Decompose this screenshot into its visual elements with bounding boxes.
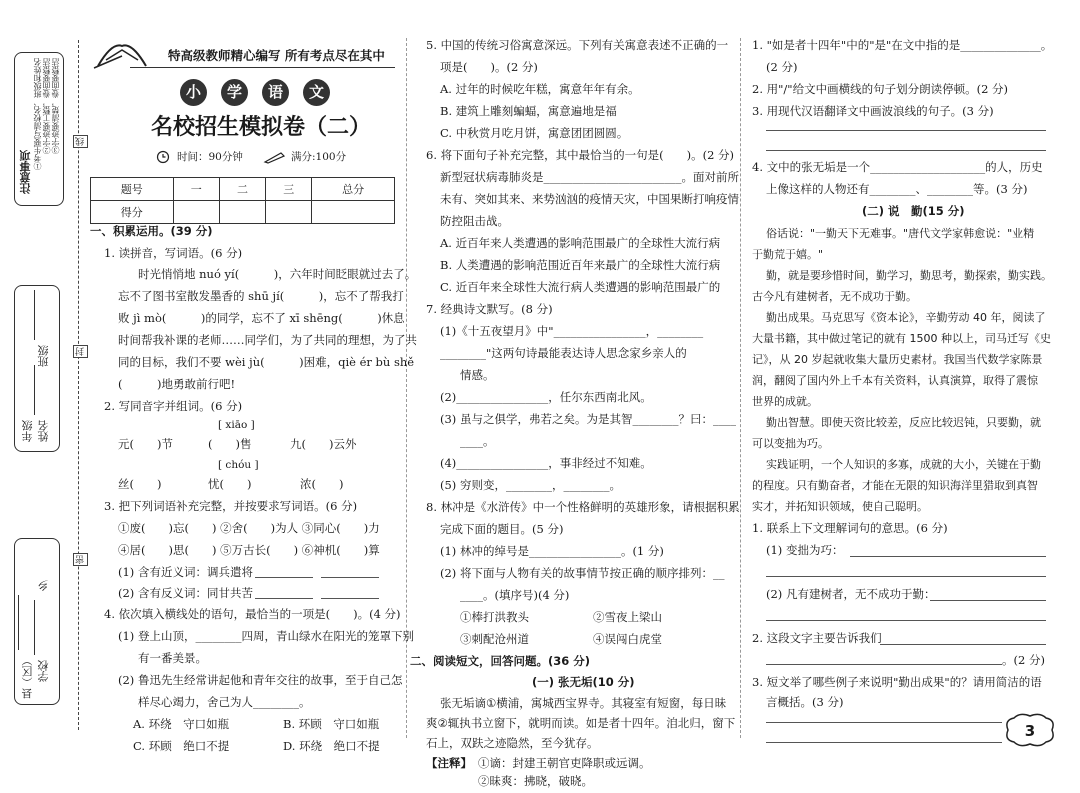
r2-q1-sub-1-answer-2[interactable] <box>766 576 1046 577</box>
exam-time: 时间：90分钟 <box>177 151 243 163</box>
reading-1-note-1: ①谪：封建王朝官吏降职或远调。 <box>478 756 651 770</box>
reading-1-note-2: ②昧爽：拂晓，破晓。 <box>478 774 593 788</box>
q3-sub-2-answer-1[interactable] <box>255 598 313 599</box>
q8-sub-1: (1) 林冲的绰号是________________。(1 分) <box>440 544 664 558</box>
r1-q1-points: (2 分) <box>766 60 798 74</box>
q2-pinyin-1: [ xiāo ] <box>218 419 255 431</box>
q3-prompt: 3. 把下列词语补充完整，并按要求写词语。(6 分) <box>104 499 358 513</box>
q1-line-6: ( )地勇敢前行吧! <box>118 377 236 391</box>
page-title: 名校招生模拟卷（二） <box>151 115 372 140</box>
grade-label: 年级 <box>21 420 34 442</box>
reading-2-para-5c: 实才，并拓知识领域，使自己聪明。 <box>752 500 928 513</box>
r2-q1-prompt: 1. 联系上下文理解词句的意思。(6 分) <box>752 521 948 535</box>
q7-line-8: (5) 穷则变，________，________。 <box>440 478 621 492</box>
page-number: 3 <box>1024 722 1036 740</box>
q4-line-3: (2) 鲁迅先生经常讲起他和青年交往的故事，至于自己怎 <box>118 673 403 687</box>
cut-mark-top: 线 <box>73 135 88 148</box>
name-label: 姓名 <box>37 420 50 442</box>
clock-icon <box>155 150 175 164</box>
q4-line-2: 有一番美景。 <box>138 651 207 665</box>
q6-option-b[interactable]: B. 人类遭遇的影响范围近百年来最广的全球性大流行病 <box>440 258 721 272</box>
q6-option-c[interactable]: C. 近百年来全球性大流行病人类遭遇的影响范围最广的 <box>440 280 721 294</box>
r1-q2-prompt: 2. 用"/"给文中画横线的句子划分朗读停顿。(2 分) <box>752 82 1009 96</box>
q5-line-2: 项是( )。(2 分) <box>440 60 538 74</box>
q2-item-a: 元( )节 <box>118 437 173 451</box>
name-line <box>34 365 35 415</box>
q3-line-1: ①废( )忘( ) ②舍( )为人 ③同心( )力 <box>118 521 380 535</box>
reading-2-para-5: 实践证明，一个人知识的多寡，成就的大小，关键在于勤 <box>766 458 1041 471</box>
q5-option-c[interactable]: C. 中秋赏月吃月饼，寓意团团圆圆。 <box>440 126 629 140</box>
score-header-1: 一 <box>173 178 219 201</box>
reading-2-para-2: 勤，就是要珍惜时间，勤学习，勤思考，勤探索，勤实践。 <box>766 269 1052 282</box>
score-row-label: 得分 <box>91 201 174 224</box>
full-score: 满分:100分 <box>291 151 347 163</box>
r2-q1-sub-2-answer-1[interactable] <box>930 600 1046 601</box>
reading-2-para-4: 勤出智慧。即使天资比较差，反应比较迟钝，只要勤，就 <box>766 416 1041 429</box>
q6-prompt: 6. 将下面句子补充完整，其中最恰当的一句是( )。(2 分) <box>426 148 735 162</box>
r2-q2-points: 。(2 分) <box>1002 653 1045 667</box>
page-number-badge <box>1002 712 1058 748</box>
r2-q1-sub-1-answer-1[interactable] <box>850 556 1046 557</box>
class-label: 班级 <box>37 345 50 367</box>
q8-line-2: 完成下面的题目。(5 分) <box>440 522 564 536</box>
r2-q1-sub-1: (1) 变拙为巧： <box>766 543 844 557</box>
q4-prompt: 4. 依次填入横线处的语句，最恰当的一项是( )。(4 分) <box>104 607 401 621</box>
q1-line-5: 同的目标，我们不要 wèi jù( )困难，qiè ér bù shě <box>118 355 415 369</box>
q1-line-1: 时光悄悄地 nuó yí( )，六年时间眨眼就过去了。 <box>138 267 417 281</box>
q7-line-6: ____。 <box>460 434 495 448</box>
reading-2-para-3e: 世界的成就。 <box>752 395 818 408</box>
q6-line-3: 防控阻击战。 <box>440 214 509 228</box>
r1-q1-prompt: 1. "如是者十四年"中的"是"在文中指的是______________。 <box>752 38 1053 52</box>
q4-option-b[interactable]: B. 环顾 守口如瓶 <box>283 717 380 731</box>
reading-2-para-3: 勤出成果。马克思写《资本论》，辛勤劳动 40 年，阅读了 <box>766 311 1046 324</box>
pen-icon <box>263 150 287 164</box>
score-header-3: 三 <box>266 178 312 201</box>
notice-item-3: ③字迹要清楚，卷面要整洁 <box>51 58 60 154</box>
header-rule <box>130 67 395 68</box>
q5-option-b[interactable]: B. 建筑上雕刻蝙蝠，寓意遍地是福 <box>440 104 617 118</box>
q8-sub-2b: ____。(填序号)(4 分) <box>460 588 570 602</box>
q5-option-a[interactable]: A. 过年的时候吃年糕，寓意年年有余。 <box>440 82 640 96</box>
q8-option-2: ②雪夜上梁山 <box>593 610 662 624</box>
q2-item-d: 丝( ) <box>118 477 162 491</box>
section-1-heading: 一、积累运用。(39 分) <box>90 224 213 238</box>
q3-line-2: ④居( )思( ) ⑤万古长( ) ⑥神机( )算 <box>118 543 380 557</box>
subject-badges <box>165 79 345 106</box>
score-cell-total[interactable] <box>312 201 395 224</box>
reading-1-para-1: 张无垢谪①横浦，寓城西宝界寺。其寝室有短窗，每日昧 <box>440 696 727 710</box>
q6-line-2: 未有、突如其来、来势汹汹的疫情天灾，中国果断打响疫情 <box>440 192 739 206</box>
cut-mark-mid: 封 <box>73 345 88 358</box>
q3-sub-1-answer-2[interactable] <box>321 577 379 578</box>
score-cell-2[interactable] <box>219 201 265 224</box>
cut-mark-bot: 密 <box>73 553 88 566</box>
q3-sub-2: (2) 含有反义词：同甘共苦 <box>118 586 253 600</box>
reading-2-para-3b: 大量书籍，其中做过笔记的就有 1500 种以上，司马迁写《史 <box>752 332 1051 345</box>
subject-char-3: 语 <box>262 79 289 106</box>
score-cell-1[interactable] <box>173 201 219 224</box>
r1-q4-prompt: 4. 文中的张无垢是一个____________________的人，历史 <box>752 160 1043 174</box>
r2-q2-answer-1[interactable] <box>880 644 1046 645</box>
q8-prompt: 8. 林冲是《水浒传》中一个性格鲜明的英雄形象，请根据积累 <box>426 500 740 514</box>
q7-line-7: (4)________________，事非经过不知难。 <box>440 456 652 470</box>
reading-2-title: (二) 说 勤(15 分) <box>862 204 965 218</box>
class-line <box>34 290 35 340</box>
subject-char-4: 文 <box>303 79 330 106</box>
r2-q3-answer-line-2[interactable] <box>766 742 1002 743</box>
reading-1-note-label: 【注释】 <box>426 756 472 770</box>
q4-option-c[interactable]: C. 环顾 绝口不提 <box>133 739 230 753</box>
notice-item-1: ①考生要写清校名、班级和姓名 <box>33 58 42 170</box>
r2-q2-answer-2[interactable] <box>766 664 1002 665</box>
reading-1-para-3: 石上，双趺之迹隐然，至今犹存。 <box>426 736 599 750</box>
q2-prompt: 2. 写同音字并组词。(6 分) <box>104 399 243 413</box>
r1-q3-prompt: 3. 用现代汉语翻译文中画波浪线的句子。(3 分) <box>752 104 994 118</box>
notice-title: 注意事项 <box>19 150 32 194</box>
reading-2-para-2b: 古今凡有建树者，无不成功于勤。 <box>752 290 917 303</box>
q4-line-4: 样尽心竭力，舍己为人________。 <box>138 695 311 709</box>
county-line <box>18 595 19 650</box>
r2-q3-answer-line-1[interactable] <box>766 722 1002 723</box>
county-label: 县（区） <box>21 655 34 699</box>
score-header-qno: 题号 <box>91 178 174 201</box>
sidebar <box>0 0 86 793</box>
q1-line-2: 忘不了图书室散发墨香的 shū jí( )，忘不了帮我打 <box>118 289 404 303</box>
header-slogan: 特高级教师精心编写 所有考点尽在其中 <box>168 48 385 63</box>
q3-sub-1: (1) 含有近义词：调兵遣将 <box>118 565 253 579</box>
reading-1-para-2: 爽②辄执书立窗下，就明而读。如是者十四年。洎北归，窗下 <box>426 716 736 730</box>
r2-q1-sub-2-answer-2[interactable] <box>766 620 1046 621</box>
q4-line-1: (1) 登上山顶，________四周，青山绿水在阳光的笼罩下别 <box>118 629 414 643</box>
reading-2-para-1: 俗话说："一勤天下无难事。"唐代文学家韩愈说："业精 <box>766 227 1035 240</box>
reading-1-title: (一) 张无垢(10 分) <box>532 675 635 689</box>
r1-q3-answer-line-2[interactable] <box>766 150 1046 151</box>
q7-line-3: 情感。 <box>460 368 495 382</box>
q2-item-f: 浓( ) <box>300 477 344 491</box>
q8-option-4: ④误闯白虎堂 <box>593 632 662 646</box>
q2-item-e: 忧( ) <box>208 477 252 491</box>
r2-q2-prompt: 2. 这段文字主要告诉我们 <box>752 631 882 645</box>
school-label: 学校 <box>37 660 50 682</box>
q7-line-1: (1)《十五夜望月》中"________________，________ <box>440 324 704 338</box>
q1-line-4: 时间帮我补课的老师……同学们，为了共同的理想，为了共 <box>118 333 417 347</box>
q1-prompt: 1. 读拼音，写词语。(6 分) <box>104 246 243 260</box>
score-header-2: 二 <box>219 178 265 201</box>
reading-2-para-3c: 记》，从 20 岁起就收集大量历史素材。我国当代数学家陈景 <box>752 353 1043 366</box>
r2-q3-line-2: 言概括。(3 分) <box>766 695 844 709</box>
r1-q3-answer-line-1[interactable] <box>766 130 1046 131</box>
subject-char-2: 学 <box>221 79 248 106</box>
q4-option-d[interactable]: D. 环绕 绝口不提 <box>283 739 380 753</box>
reading-2-para-3d: 润，翻阅了国内外上千本有关资料，认真演算，取得了震惊 <box>752 374 1038 387</box>
township-label: 乡 <box>37 580 50 591</box>
q7-line-4: (2)________________，任尔东西南北风。 <box>440 390 652 404</box>
q2-pinyin-2: [ chóu ] <box>218 459 259 471</box>
reading-2-para-1b: 于勤荒于嬉。" <box>752 248 824 261</box>
column-divider-2 <box>740 38 741 738</box>
reading-2-para-4b: 可以变拙为巧。 <box>752 437 829 450</box>
q7-prompt: 7. 经典诗文默写。(8 分) <box>426 302 553 316</box>
score-cell-3[interactable] <box>266 201 312 224</box>
r1-q4-line-2: 上像这样的人物还有________、________等。(3 分) <box>766 182 1028 196</box>
q6-option-a[interactable]: A. 近百年来人类遭遇的影响范围最广的全球性大流行病 <box>440 236 721 250</box>
score-table <box>90 177 395 224</box>
q3-sub-2-answer-2[interactable] <box>321 598 379 599</box>
q8-sub-2: (2) 将下面与人物有关的故事情节按正确的顺序排列：__ <box>440 566 725 580</box>
q8-option-3: ③刺配沧州道 <box>460 632 529 646</box>
r2-q3-prompt: 3. 短文举了哪些例子来说明"勤出成果"的？请用简洁的语 <box>752 675 1042 689</box>
notice-item-2: ②字迹要工整，卷面要整洁 <box>42 58 51 154</box>
q5-prompt: 5. 中国的传统习俗寓意深远。下列有关寓意表述不正确的一 <box>426 38 729 52</box>
school-line <box>34 600 35 655</box>
q7-line-2: ________"这两句诗最能表达诗人思念家乡亲人的 <box>440 346 687 360</box>
q6-line-1: 新型冠状病毒肺炎是________________________。面对前所 <box>440 170 739 184</box>
q8-option-1: ①棒打洪教头 <box>460 610 529 624</box>
score-header-total: 总分 <box>312 178 395 201</box>
q2-item-b: ( )售 <box>208 437 252 451</box>
section-2-heading: 二、阅读短文，回答问题。(36 分) <box>410 654 591 668</box>
subject-char-1: 小 <box>180 79 207 106</box>
q1-line-3: 败 jì mò( )的同学，忘不了 xī shēng( )休息 <box>118 311 405 325</box>
q2-item-c: 九( )云外 <box>290 437 357 451</box>
r2-q1-sub-2: (2) 凡有建树者，无不成功于勤： <box>766 587 936 601</box>
reading-2-para-5b: 的程度。只有勤奋者，才能在无限的知识海洋里猎取到真智 <box>752 479 1038 492</box>
q7-line-5: (3) 虽与之俱学，弗若之矣。为是其智________？曰：____ <box>440 412 736 426</box>
q3-sub-1-answer-1[interactable] <box>255 577 313 578</box>
q4-option-a[interactable]: A. 环绕 守口如瓶 <box>133 717 230 731</box>
